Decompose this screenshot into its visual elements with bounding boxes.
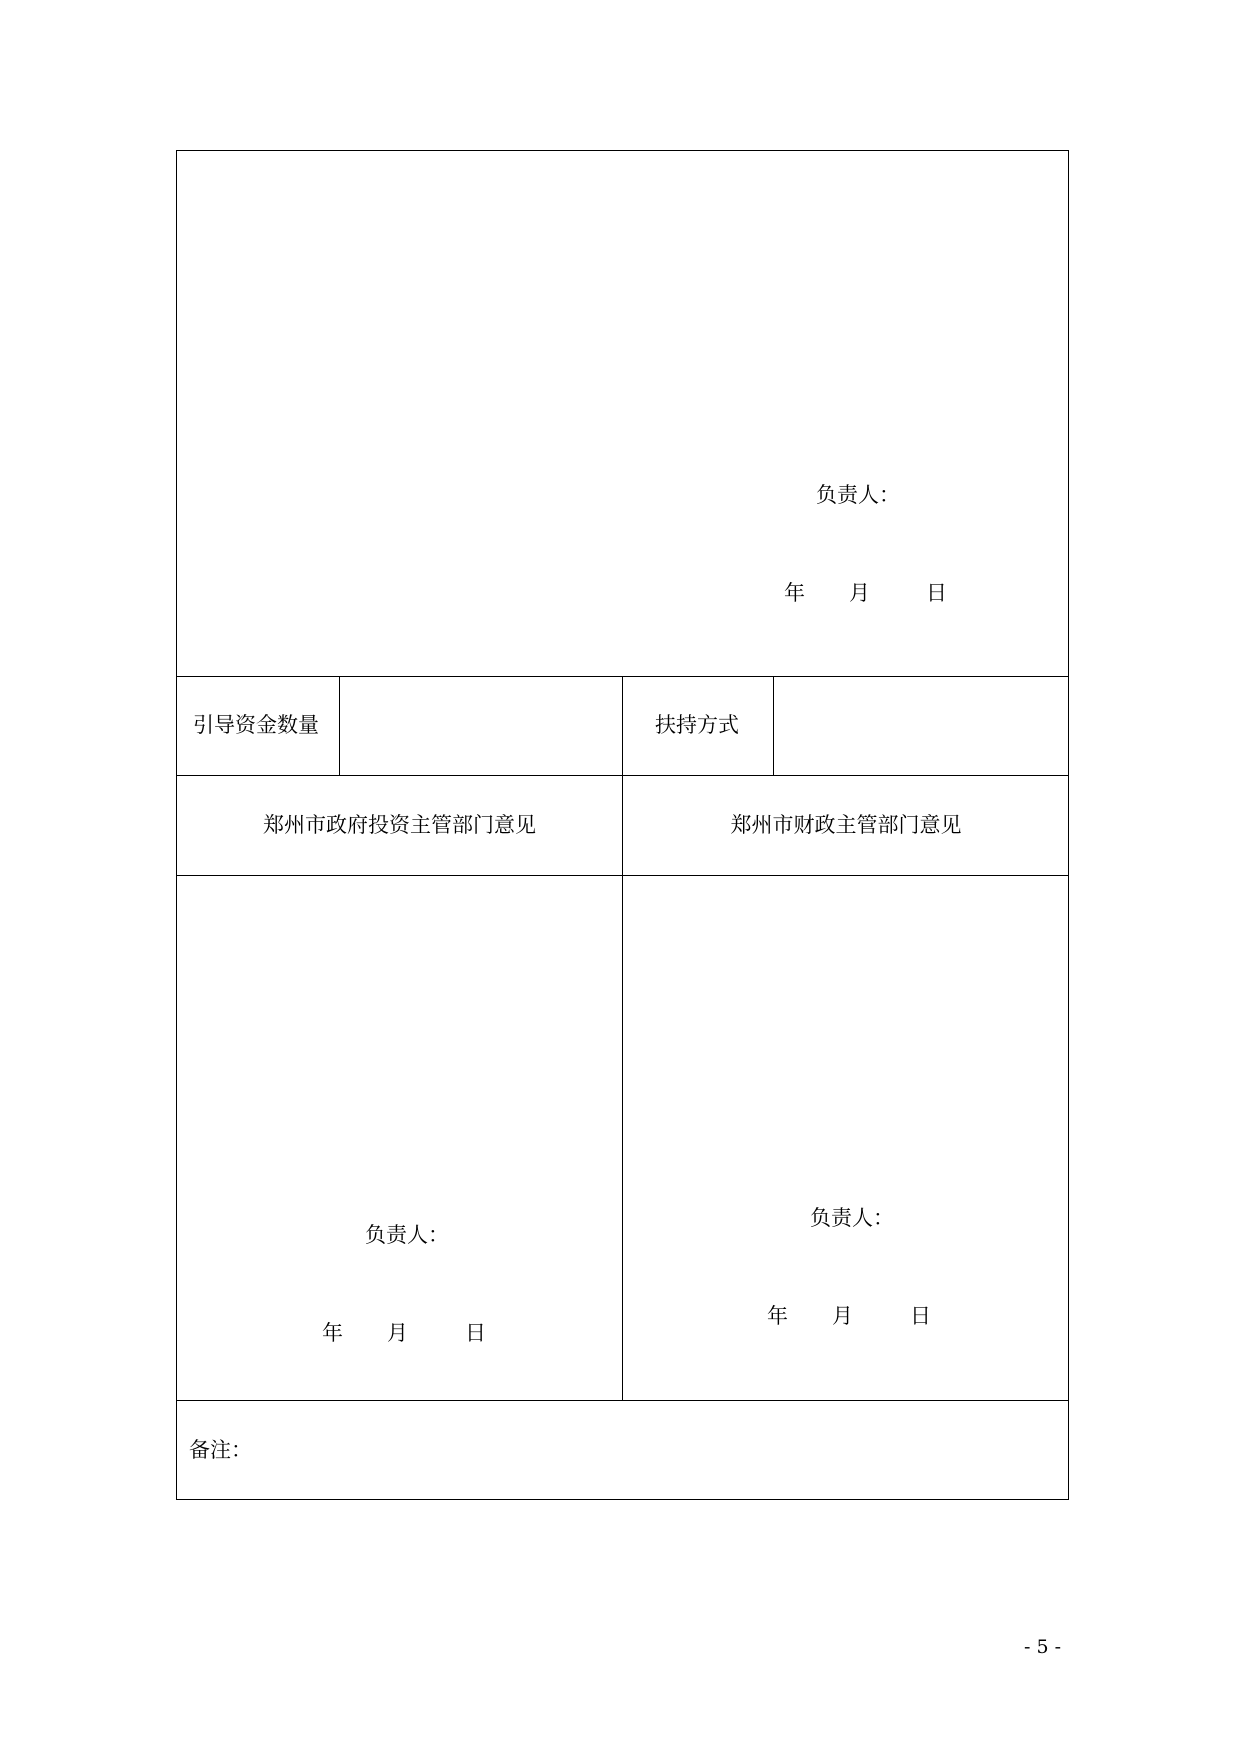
investment-dept-opinion-header: 郑州市政府投资主管部门意见 <box>263 813 536 837</box>
left-date-month: 月 <box>387 1321 408 1345</box>
row-divider <box>177 1400 1068 1401</box>
right-date-month: 月 <box>832 1304 853 1328</box>
right-date-day: 日 <box>910 1304 931 1328</box>
right-signer-label: 负责人： <box>810 1206 894 1230</box>
left-date-year: 年 <box>322 1321 343 1345</box>
top-date-day: 日 <box>926 581 947 605</box>
top-signer-label: 负责人： <box>816 483 900 507</box>
top-date-year: 年 <box>784 581 805 605</box>
left-signer-label: 负责人： <box>365 1223 449 1247</box>
column-divider <box>773 676 774 775</box>
left-date-day: 日 <box>465 1321 486 1345</box>
column-divider <box>339 676 340 775</box>
top-date-month: 月 <box>849 581 870 605</box>
right-date-year: 年 <box>767 1304 788 1328</box>
remarks-label: 备注： <box>189 1438 252 1462</box>
approval-form-table <box>176 150 1069 1500</box>
column-divider <box>622 676 623 1400</box>
funding-amount-label: 引导资金数量 <box>193 713 319 737</box>
page-number: - 5 - <box>1024 1636 1062 1658</box>
finance-dept-opinion-header: 郑州市财政主管部门意见 <box>730 813 962 837</box>
support-method-label: 扶持方式 <box>655 713 739 737</box>
